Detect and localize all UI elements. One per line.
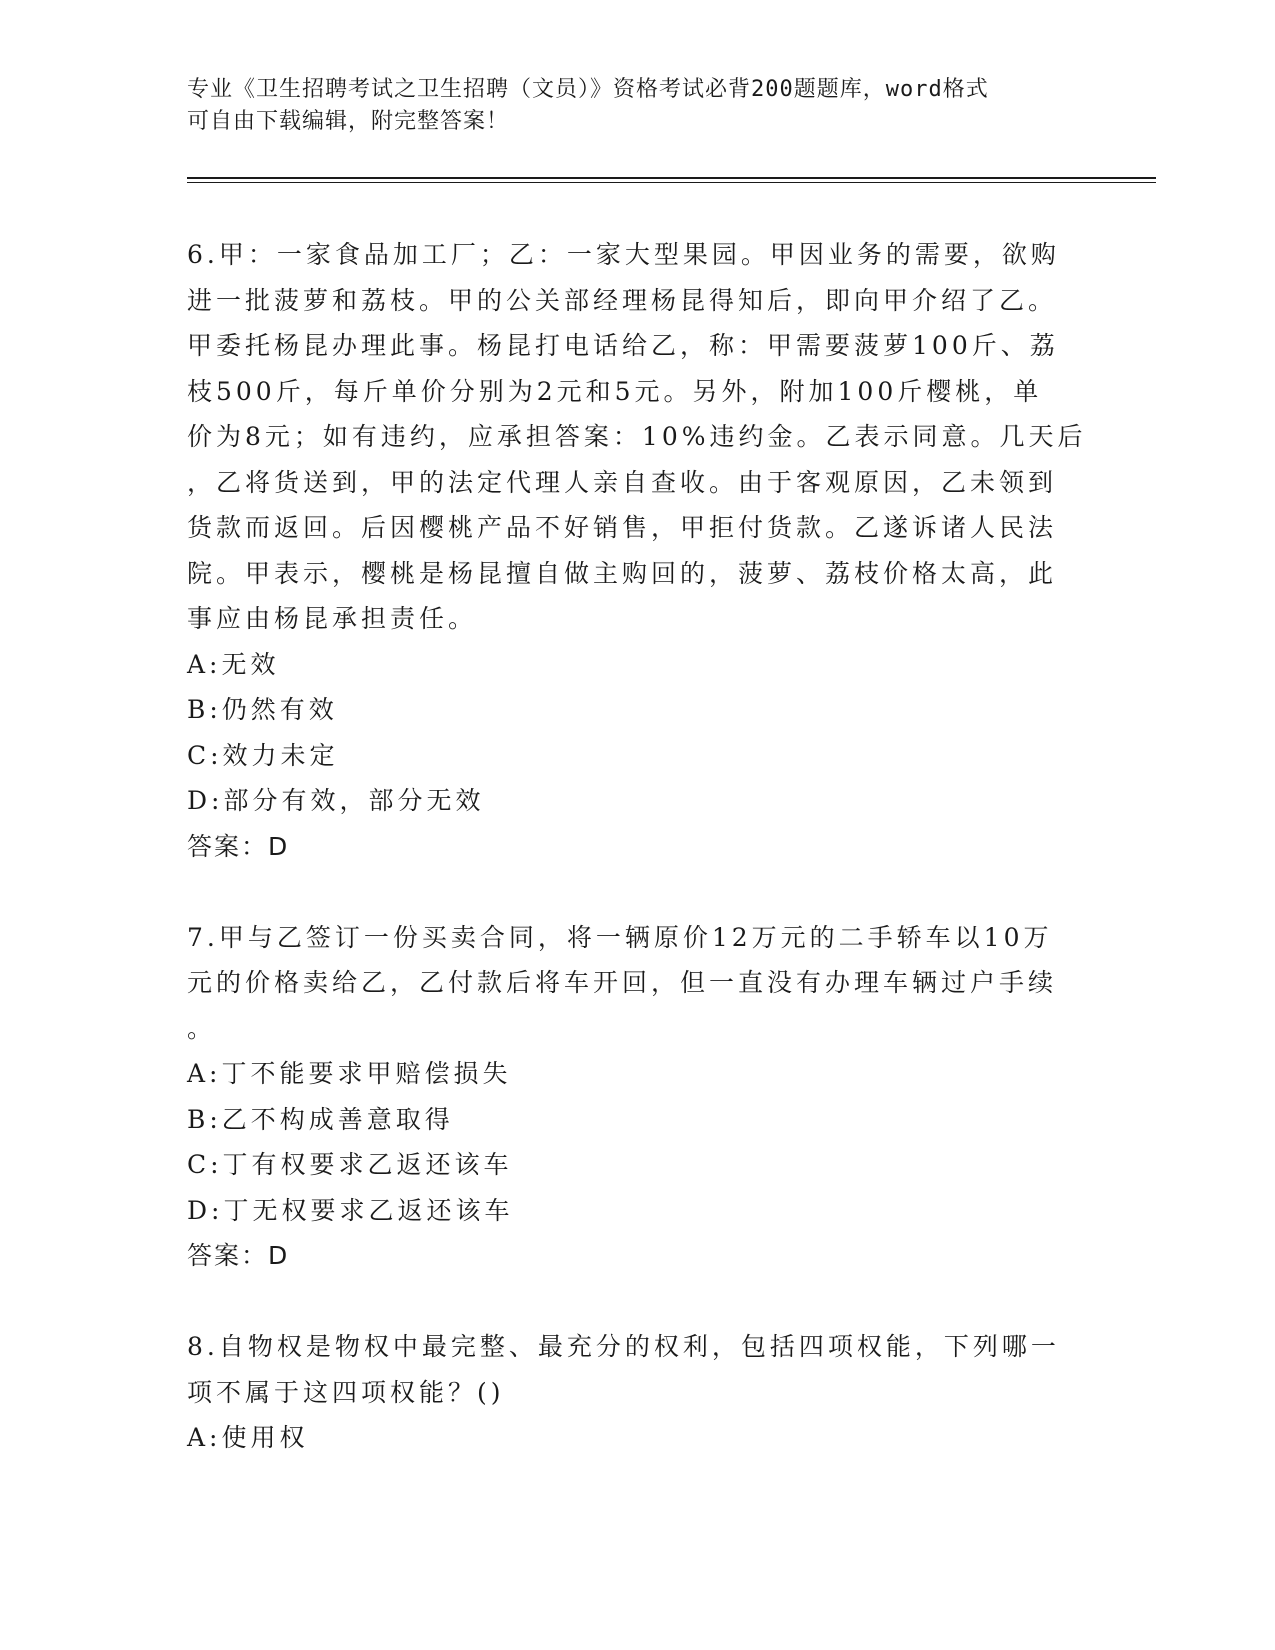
question-text-line: 货款而返回。后因樱桃产品不好销售，甲拒付货款。乙遂诉诸人民法	[187, 513, 1058, 542]
option-a: A:使用权	[187, 1423, 309, 1452]
question-text-line: 7.甲与乙签订一份买卖合同，将一辆原价12万元的二手轿车以10万	[187, 922, 1053, 952]
question-text-line: 项不属于这四项权能？()	[187, 1377, 505, 1407]
question-6	[187, 232, 1087, 869]
option-c: C:丁有权要求乙返还该车	[187, 1150, 513, 1179]
option-d: D:丁无权要求乙返还该车	[187, 1195, 514, 1225]
question-7	[187, 915, 1067, 1279]
question-text-line: 枝500斤，每斤单价分别为2元和5元。另外，附加100斤樱桃，单	[187, 376, 1043, 406]
question-text-line: 6.甲：一家食品加工厂；乙：一家大型果园。甲因业务的需要，欲购	[187, 240, 1060, 269]
option-b: B:乙不构成善意取得	[187, 1104, 454, 1134]
spacer	[187, 1279, 1067, 1325]
option-b: B:仍然有效	[187, 695, 338, 724]
question-8	[187, 1324, 1067, 1461]
question-text-line: 院。甲表示，樱桃是杨昆擅自做主购回的，菠萝、荔枝价格太高，此	[187, 558, 1058, 588]
question-text-line: 价为8元；如有违约，应承担答案：10%违约金。乙表示同意。几天后	[187, 422, 1087, 451]
option-d: D:部分有效，部分无效	[187, 786, 485, 815]
answer-line: 答案：D	[187, 1241, 290, 1270]
header-divider	[187, 177, 1156, 179]
spacer	[187, 869, 1067, 915]
answer-line: 答案：D	[187, 831, 290, 861]
option-a: A:无效	[187, 649, 280, 679]
question-text-line: 甲委托杨昆办理此事。杨昆打电话给乙，称：甲需要菠萝100斤、荔	[187, 331, 1059, 360]
question-text-line: 事应由杨昆承担责任。	[187, 604, 478, 633]
header-line: 可自由下载编辑，附完整答案！	[187, 109, 510, 134]
question-text-line: ，乙将货送到，甲的法定代理人亲自查收。由于客观原因，乙未领到	[187, 467, 1058, 497]
question-text-line: 8.自物权是物权中最完整、最充分的权利，包括四项权能，下列哪一	[187, 1332, 1060, 1361]
document-header	[187, 74, 1067, 138]
header-divider-thin	[187, 182, 1156, 183]
option-a: A:丁不能要求甲赔偿损失	[187, 1059, 512, 1088]
question-text-line: 元的价格卖给乙，乙付款后将车开回，但一直没有办理车辆过户手续	[187, 968, 1058, 997]
question-list	[187, 232, 1087, 1461]
question-text-line: 进一批菠萝和荔枝。甲的公关部经理杨昆得知后，即向甲介绍了乙。	[187, 285, 1058, 315]
question-text-line: 。	[187, 1013, 217, 1043]
option-c: C:效力未定	[187, 740, 339, 770]
header-line: 专业《卫生招聘考试之卫生招聘（文员）》资格考试必背200题题库，word格式	[187, 77, 989, 102]
